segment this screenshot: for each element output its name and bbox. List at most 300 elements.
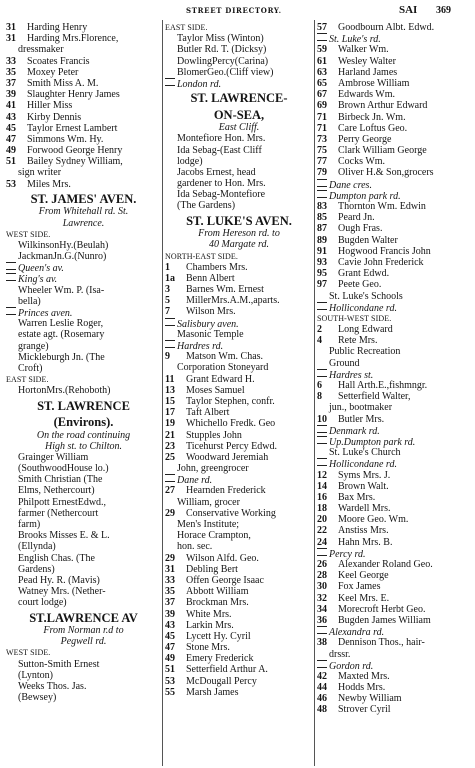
line-text: WEST SIDE. [6, 229, 51, 239]
house-number: 75 [317, 145, 327, 157]
house-number: 53 [165, 675, 175, 687]
occupant-name: Grant Edward H. [186, 373, 255, 385]
street-heading [6, 400, 161, 414]
cross-road-bars-icon [165, 474, 175, 482]
line-text: High st. to Chilton. [45, 440, 122, 452]
directory-entry [165, 564, 313, 575]
line-text: (SouthwoodHouse lo.) [18, 463, 109, 475]
house-number: 2 [317, 324, 322, 336]
line-text: Salisbury aven. [177, 318, 239, 330]
directory-entry [317, 335, 473, 346]
cross-road-bars-icon [317, 425, 327, 433]
directory-entry [317, 671, 473, 682]
line-text: Hollicondane rd. [329, 459, 397, 471]
line-text: Horace Crampton, [177, 530, 251, 542]
side-label [6, 374, 161, 385]
house-number: 77 [317, 156, 327, 168]
house-number: 1 [165, 261, 170, 273]
line-text: Butler Rd. T. (Dicksy) [177, 44, 267, 56]
occupant-name: Conservative Working [186, 507, 276, 519]
line-text: NORTH-EAST SIDE. [165, 251, 238, 261]
line-text: From Norman r.d to [43, 625, 124, 636]
occupant-name: Moses Samuel [186, 384, 245, 396]
house-number: 31 [6, 33, 16, 45]
house-number: 25 [165, 451, 175, 463]
directory-entry [165, 653, 313, 664]
line-text: Denmark rd. [329, 425, 380, 437]
line-text: English Chas. (The [18, 552, 95, 564]
house-number: 71 [317, 111, 327, 123]
cross-road-bars-icon [6, 262, 16, 270]
directory-entry [165, 485, 313, 496]
entry-continuation [6, 463, 161, 474]
line-text: court lodge) [18, 597, 67, 609]
line-text: Croft) [18, 362, 43, 374]
street-heading [165, 109, 313, 123]
directory-entry [165, 351, 313, 362]
entry-continuation [6, 575, 161, 586]
occupant-name: Keel Mrs. E. [338, 592, 390, 604]
occupant-name: Birbeck Jn. Wm. [338, 111, 406, 123]
house-number: 73 [317, 133, 327, 145]
line-text: Watney Mrs. (Nether- [18, 586, 106, 598]
house-number: 47 [6, 133, 16, 145]
entry-continuation [6, 530, 161, 541]
entry-continuation [6, 659, 161, 670]
guide-word: SAI [399, 4, 418, 16]
house-number: 69 [317, 100, 327, 112]
directory-entry [6, 112, 161, 123]
directory-entry [165, 586, 313, 597]
directory-entry [317, 324, 473, 335]
line-text: Pead Hy. R. (Mavis) [18, 574, 100, 586]
street-route [165, 122, 313, 133]
line-text: gardener to Hon. Mrs. [177, 178, 266, 190]
entry-continuation [6, 285, 161, 296]
entry-continuation [317, 402, 473, 413]
side-label [165, 22, 313, 33]
line-text: WEST SIDE. [6, 648, 51, 658]
directory-entry [317, 414, 473, 425]
page-number: 369 [436, 5, 451, 16]
street-route [165, 239, 313, 250]
house-number: 38 [317, 637, 327, 649]
directory-entry [317, 257, 473, 268]
entry-continuation [165, 33, 313, 44]
line-text: ST. LAWRENCE- [190, 91, 288, 106]
directory-entry [6, 145, 161, 156]
occupant-name: Hahn Mrs. B. [338, 536, 393, 548]
directory-entry [317, 56, 473, 67]
directory-entry [165, 642, 313, 653]
directory-entry [317, 492, 473, 503]
directory-entry [165, 284, 313, 295]
house-number: 35 [165, 586, 175, 598]
house-number: 87 [317, 223, 327, 235]
occupant-name: McDougall Percy [186, 675, 257, 687]
entry-continuation [165, 167, 313, 178]
occupant-name: Forwood George Henry [27, 145, 123, 157]
entry-continuation [6, 692, 161, 703]
directory-entry [165, 385, 313, 396]
occupant-name: Maxted Mrs. [338, 670, 390, 682]
directory-entry [317, 44, 473, 55]
directory-entry [165, 295, 313, 306]
directory-entry [317, 89, 473, 100]
line-text: drssr. [329, 648, 351, 660]
house-number: 97 [317, 279, 327, 291]
line-text: farmer (Nethercourt [18, 507, 99, 519]
house-number: 20 [317, 514, 327, 526]
directory-entry [317, 201, 473, 212]
entry-continuation [6, 597, 161, 608]
line-text: Percy rd. [329, 548, 366, 560]
directory-entry [317, 481, 473, 492]
occupant-name: Ambrose William [338, 77, 410, 89]
directory-entry [165, 553, 313, 564]
line-text: estate agt. (Rosemary [18, 329, 105, 341]
directory-entry [317, 380, 473, 391]
directory-entry [6, 78, 161, 89]
cross-road-bars-icon [165, 78, 175, 86]
directory-entry [317, 156, 473, 167]
house-number: 12 [317, 469, 327, 481]
column-divider [162, 20, 163, 766]
line-text: (Ellynda) [18, 541, 56, 553]
street-heading [6, 193, 161, 207]
line-text: Princes aven. [18, 308, 73, 319]
occupant-name: Wilson Mrs. [186, 306, 236, 318]
line-text: Smith Christian (The [18, 474, 103, 486]
house-number: 4 [317, 335, 322, 347]
line-text: St. Luke's rd. [329, 34, 381, 46]
line-text: East Cliff. [218, 122, 260, 134]
occupant-name: Brown Walt. [338, 480, 389, 492]
house-number: 29 [165, 507, 175, 519]
line-text: Brooks Misses E. & L. [18, 530, 110, 542]
house-number: 46 [317, 693, 327, 705]
occupant-name: Barnes Wm. Ernest [186, 284, 264, 296]
line-text: On the road continuing [36, 429, 131, 441]
line-text: St. Luke's Church [329, 447, 401, 459]
occupant-name: Hiller Miss [27, 100, 73, 112]
entry-continuation [6, 385, 161, 396]
cross-road-marker [165, 78, 313, 89]
house-number: 19 [165, 418, 175, 430]
house-number: 79 [317, 167, 327, 179]
house-number: 44 [317, 682, 327, 694]
directory-entry [6, 33, 161, 44]
directory-entry [317, 235, 473, 246]
house-number: 83 [317, 201, 327, 212]
directory-entry [317, 391, 473, 402]
entry-continuation [6, 586, 161, 597]
house-number: 23 [165, 440, 175, 452]
occupant-name: Oliver H.& Son,grocers [338, 167, 434, 179]
directory-entry [317, 503, 473, 514]
directory-entry [6, 179, 161, 190]
house-number: 15 [165, 395, 175, 407]
directory-column-2 [165, 22, 313, 766]
directory-entry [317, 123, 473, 134]
directory-entry [165, 441, 313, 452]
street-route [6, 430, 161, 441]
house-number: 3 [165, 284, 170, 296]
line-text: HortonMrs.(Rehoboth) [18, 385, 111, 397]
occupant-name: Taylor Ernest Lambert [27, 122, 118, 134]
cross-road-marker [6, 273, 161, 284]
occupant-name: Scoates Francis [27, 55, 90, 67]
line-text: sign writer [18, 167, 62, 179]
directory-entry [317, 593, 473, 604]
occupant-name: Abbott William [186, 586, 249, 598]
line-text: William, grocer [177, 496, 240, 508]
directory-entry [165, 676, 313, 687]
cross-road-marker [317, 425, 473, 436]
occupant-name: Bugden James William [338, 614, 431, 626]
cross-road-bars-icon [317, 458, 327, 466]
entry-continuation [6, 352, 161, 363]
line-text: St. Luke's Schools [329, 290, 403, 302]
house-number: 36 [317, 614, 327, 626]
line-text: Queen's av. [18, 263, 64, 275]
occupant-name: Wesley Walter [338, 55, 396, 67]
house-number: 49 [165, 653, 175, 665]
entry-continuation [317, 649, 473, 660]
house-number: 29 [165, 552, 175, 564]
entry-continuation [6, 508, 161, 519]
occupant-name: Walker Wm. [338, 44, 389, 56]
house-number: 48 [317, 704, 327, 716]
street-route [165, 228, 313, 239]
cross-road-bars-icon [317, 369, 327, 377]
line-text: ON-SEA, [213, 107, 265, 122]
street-heading [165, 92, 313, 106]
house-number: 57 [317, 22, 327, 33]
directory-entry [6, 56, 161, 67]
entry-continuation [6, 341, 161, 352]
house-number: 55 [165, 686, 175, 698]
occupant-name: Hodds Mrs. [338, 682, 386, 694]
line-text: John, greengrocer [177, 463, 249, 475]
occupant-name: Benn Albert [186, 272, 235, 284]
directory-entry [317, 615, 473, 626]
cross-road-bars-icon [165, 340, 175, 348]
entry-continuation [317, 447, 473, 458]
occupant-name: Harding Henry [27, 22, 88, 33]
line-text: Pegwell rd. [60, 636, 107, 648]
occupant-name: Wardell Mrs. [338, 503, 391, 515]
entry-continuation [165, 530, 313, 541]
occupant-name: Thornton Wm. Edwin [338, 201, 426, 212]
line-text: London rd. [177, 78, 222, 90]
directory-entry [165, 508, 313, 519]
directory-entry [317, 268, 473, 279]
occupant-name: Woodward Jeremiah [186, 451, 269, 463]
line-text: Up.Dumpton park rd. [329, 436, 416, 448]
entry-continuation [165, 329, 313, 340]
occupant-name: Stupples John [186, 429, 242, 441]
cross-road-marker [165, 474, 313, 485]
occupant-name: Syms Mrs. J. [338, 469, 391, 481]
line-text: (Environs). [53, 415, 114, 429]
cross-road-bars-icon [6, 273, 16, 281]
occupant-name: Long Edward [338, 324, 393, 336]
occupant-name: Fox James [338, 581, 381, 593]
occupant-name: Dennison Thos., hair- [338, 637, 425, 649]
directory-entry [6, 22, 161, 33]
line-text: Hardres st. [329, 369, 374, 381]
house-number: 10 [317, 413, 327, 425]
house-number: 65 [317, 77, 327, 89]
line-text: Dane cres. [329, 179, 372, 191]
directory-entry [317, 704, 473, 715]
entry-continuation [165, 178, 313, 189]
directory-entry [317, 682, 473, 693]
entry-continuation [6, 167, 161, 178]
directory-column-1 [6, 22, 161, 766]
house-number: 37 [165, 597, 175, 609]
line-text: Mickleburgh Jn. (The [18, 351, 105, 363]
entry-continuation [165, 133, 313, 144]
occupant-name: Brown Arthur Edward [338, 100, 428, 112]
directory-entry [317, 279, 473, 290]
house-number: 71 [317, 122, 327, 134]
directory-entry [165, 620, 313, 631]
entry-continuation [165, 145, 313, 156]
directory-entry [165, 575, 313, 586]
directory-entry [165, 374, 313, 385]
cross-road-bars-icon [317, 660, 327, 668]
house-number: 49 [6, 145, 16, 157]
house-number: 41 [6, 100, 16, 112]
cross-road-marker [317, 660, 473, 671]
house-number: 9 [165, 351, 170, 363]
directory-entry [6, 100, 161, 111]
entry-continuation [6, 670, 161, 681]
line-text: farm) [18, 519, 41, 530]
directory-entry [317, 570, 473, 581]
line-text: Hardres rd. [177, 341, 224, 352]
cross-road-marker [317, 369, 473, 380]
directory-entry [317, 223, 473, 234]
occupant-name: Larkin Mrs. [186, 619, 234, 631]
directory-entry [165, 609, 313, 620]
occupant-name: Stone Mrs. [186, 642, 230, 654]
occupant-name: Lycett Hy. Cyril [186, 630, 251, 642]
line-text: Men's Institute; [177, 519, 240, 530]
cross-road-marker [165, 340, 313, 351]
occupant-name: Debling Bert [186, 563, 238, 575]
house-number: 31 [6, 22, 16, 33]
line-text: Dane rd. [177, 475, 213, 487]
line-text: jun., bootmaker [329, 402, 393, 414]
house-number: 39 [165, 608, 175, 620]
line-text: Corporation Stoneyard [177, 362, 269, 374]
occupant-name: Whichello Fredk. Geo [186, 418, 276, 430]
line-text: Elms, Nethercourt) [18, 485, 95, 497]
occupant-name: Peard Jn. [338, 212, 375, 224]
occupant-name: Taylor Stephen, confr. [186, 395, 275, 407]
cross-road-bars-icon [6, 307, 16, 315]
line-text: Sutton-Smith Ernest [18, 658, 100, 670]
line-text: Taylor Miss (Winton) [177, 33, 264, 45]
occupant-name: Moxey Peter [27, 66, 79, 78]
street-route [6, 441, 161, 452]
occupant-name: Taft Albert [186, 407, 230, 419]
occupant-name: Bax Mrs. [338, 491, 376, 503]
house-number: 14 [317, 480, 327, 492]
directory-entry [6, 156, 161, 167]
directory-entry [317, 637, 473, 648]
house-number: 45 [6, 122, 16, 134]
house-number: 51 [6, 156, 16, 168]
line-text: Ground [329, 357, 360, 369]
cross-road-marker [317, 190, 473, 201]
street-heading [6, 416, 161, 430]
column-divider [314, 20, 315, 766]
house-number: 11 [165, 373, 175, 385]
occupant-name: Bugden Walter [338, 234, 398, 246]
line-text: Public Recreation [329, 346, 401, 358]
entry-continuation [6, 296, 161, 307]
directory-entry [317, 525, 473, 536]
occupant-name: Anstiss Mrs. [338, 525, 389, 537]
entry-continuation [165, 463, 313, 474]
entry-continuation [6, 519, 161, 530]
occupant-name: Brockman Mrs. [186, 597, 249, 609]
directory-entry [165, 452, 313, 463]
occupant-name: Peete Geo. [338, 279, 382, 291]
cross-road-marker [317, 302, 473, 313]
cross-road-bars-icon [317, 626, 327, 634]
occupant-name: Wilson Alfd. Geo. [186, 552, 259, 564]
directory-entry [317, 246, 473, 257]
page-header [0, 6, 475, 18]
directory-entry [317, 134, 473, 145]
occupant-name: Clark William George [338, 145, 427, 157]
line-text: ST. LUKE'S AVEN. [186, 213, 292, 228]
entry-continuation [165, 541, 313, 552]
cross-road-marker [317, 436, 473, 447]
line-text: lodge) [177, 155, 203, 167]
line-text: ST. LAWRENCE [37, 398, 130, 413]
cross-road-marker [165, 318, 313, 329]
house-number: 39 [6, 89, 16, 101]
directory-column-3 [317, 22, 473, 766]
line-text: hon. sec. [177, 541, 213, 553]
house-number: 33 [6, 55, 16, 67]
directory-entry [317, 78, 473, 89]
directory-entry [165, 664, 313, 675]
line-text: Gardens) [18, 563, 55, 575]
occupant-name: White Mrs. [186, 608, 232, 620]
line-text: EAST SIDE. [6, 375, 49, 385]
house-number: 85 [317, 212, 327, 224]
occupant-name: Harding Mrs.Florence, [27, 33, 119, 45]
entry-continuation [6, 363, 161, 374]
directory-entry [317, 67, 473, 78]
line-text: 40 Margate rd. [208, 239, 270, 251]
house-number: 30 [317, 581, 327, 593]
cross-road-marker [317, 548, 473, 559]
entry-continuation [165, 497, 313, 508]
line-text: King's av. [18, 274, 58, 286]
directory-entry [6, 134, 161, 145]
occupant-name: Harland James [338, 66, 398, 78]
entry-continuation [165, 67, 313, 78]
house-number: 32 [317, 592, 327, 604]
